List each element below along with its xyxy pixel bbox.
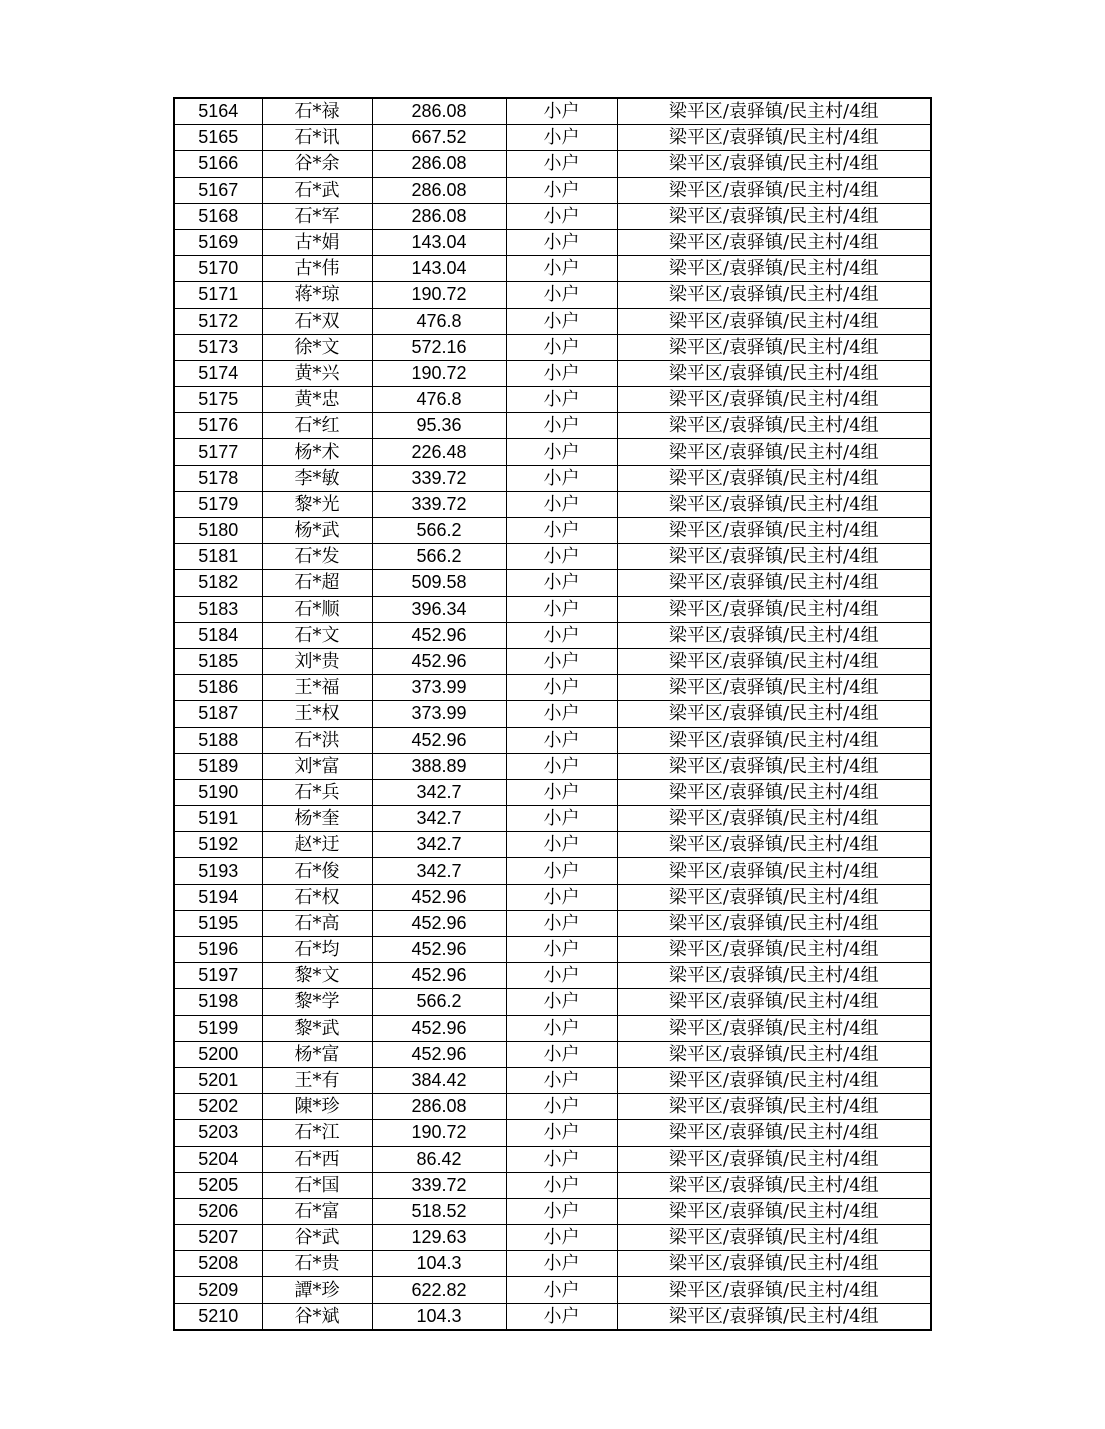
amount-cell: 342.7 xyxy=(372,806,506,832)
row-number-cell: 5196 xyxy=(174,937,262,963)
type-cell: 小户 xyxy=(506,544,617,570)
table-row xyxy=(174,858,931,884)
table-row xyxy=(174,779,931,805)
table-row xyxy=(174,1172,931,1198)
name-cell: 黄*兴 xyxy=(262,360,372,386)
name-cell: 石*发 xyxy=(262,544,372,570)
amount-cell: 286.08 xyxy=(372,177,506,203)
address-cell: 梁平区/袁驿镇/民主村/4组 xyxy=(617,334,931,360)
amount-cell: 226.48 xyxy=(372,439,506,465)
table-row xyxy=(174,701,931,727)
amount-cell: 452.96 xyxy=(372,963,506,989)
name-cell: 王*权 xyxy=(262,701,372,727)
row-number-cell: 5167 xyxy=(174,177,262,203)
amount-cell: 286.08 xyxy=(372,98,506,125)
address-cell: 梁平区/袁驿镇/民主村/4组 xyxy=(617,989,931,1015)
table-row xyxy=(174,989,931,1015)
name-cell: 石*国 xyxy=(262,1172,372,1198)
table-row xyxy=(174,518,931,544)
row-number-cell: 5189 xyxy=(174,753,262,779)
row-number-cell: 5166 xyxy=(174,151,262,177)
row-number-cell: 5192 xyxy=(174,832,262,858)
name-cell: 石*江 xyxy=(262,1120,372,1146)
amount-cell: 286.08 xyxy=(372,151,506,177)
type-cell: 小户 xyxy=(506,334,617,360)
type-cell: 小户 xyxy=(506,858,617,884)
amount-cell: 452.96 xyxy=(372,1041,506,1067)
amount-cell: 339.72 xyxy=(372,1172,506,1198)
table-row xyxy=(174,413,931,439)
name-cell: 赵*迂 xyxy=(262,832,372,858)
row-number-cell: 5207 xyxy=(174,1225,262,1251)
name-cell: 刘*富 xyxy=(262,753,372,779)
amount-cell: 566.2 xyxy=(372,518,506,544)
type-cell: 小户 xyxy=(506,177,617,203)
amount-cell: 452.96 xyxy=(372,727,506,753)
table-row xyxy=(174,675,931,701)
name-cell: 黎*学 xyxy=(262,989,372,1015)
table-row xyxy=(174,622,931,648)
table-row xyxy=(174,937,931,963)
table-row xyxy=(174,151,931,177)
row-number-cell: 5191 xyxy=(174,806,262,832)
amount-cell: 572.16 xyxy=(372,334,506,360)
type-cell: 小户 xyxy=(506,1277,617,1303)
name-cell: 石*武 xyxy=(262,177,372,203)
table-row xyxy=(174,1067,931,1093)
amount-cell: 622.82 xyxy=(372,1277,506,1303)
name-cell: 谷*武 xyxy=(262,1225,372,1251)
type-cell: 小户 xyxy=(506,1015,617,1041)
name-cell: 古*娟 xyxy=(262,229,372,255)
address-cell: 梁平区/袁驿镇/民主村/4组 xyxy=(617,1172,931,1198)
row-number-cell: 5186 xyxy=(174,675,262,701)
address-cell: 梁平区/袁驿镇/民主村/4组 xyxy=(617,1146,931,1172)
amount-cell: 190.72 xyxy=(372,1120,506,1146)
type-cell: 小户 xyxy=(506,413,617,439)
address-cell: 梁平区/袁驿镇/民主村/4组 xyxy=(617,387,931,413)
address-cell: 梁平区/袁驿镇/民主村/4组 xyxy=(617,727,931,753)
row-number-cell: 5193 xyxy=(174,858,262,884)
address-cell: 梁平区/袁驿镇/民主村/4组 xyxy=(617,1015,931,1041)
address-cell: 梁平区/袁驿镇/民主村/4组 xyxy=(617,1067,931,1093)
table-row xyxy=(174,1277,931,1303)
amount-cell: 373.99 xyxy=(372,675,506,701)
table-row xyxy=(174,1303,931,1330)
row-number-cell: 5174 xyxy=(174,360,262,386)
table-row xyxy=(174,596,931,622)
row-number-cell: 5202 xyxy=(174,1094,262,1120)
type-cell: 小户 xyxy=(506,360,617,386)
table-row xyxy=(174,387,931,413)
address-cell: 梁平区/袁驿镇/民主村/4组 xyxy=(617,282,931,308)
address-cell: 梁平区/袁驿镇/民主村/4组 xyxy=(617,229,931,255)
type-cell: 小户 xyxy=(506,832,617,858)
row-number-cell: 5176 xyxy=(174,413,262,439)
row-number-cell: 5209 xyxy=(174,1277,262,1303)
address-cell: 梁平区/袁驿镇/民主村/4组 xyxy=(617,570,931,596)
name-cell: 黎*光 xyxy=(262,491,372,517)
row-number-cell: 5206 xyxy=(174,1198,262,1224)
name-cell: 石*顺 xyxy=(262,596,372,622)
amount-cell: 476.8 xyxy=(372,387,506,413)
type-cell: 小户 xyxy=(506,125,617,151)
table-row xyxy=(174,753,931,779)
amount-cell: 373.99 xyxy=(372,701,506,727)
name-cell: 谷*余 xyxy=(262,151,372,177)
address-cell: 梁平区/袁驿镇/民主村/4组 xyxy=(617,98,931,125)
row-number-cell: 5200 xyxy=(174,1041,262,1067)
address-cell: 梁平区/袁驿镇/民主村/4组 xyxy=(617,439,931,465)
amount-cell: 339.72 xyxy=(372,491,506,517)
type-cell: 小户 xyxy=(506,1198,617,1224)
address-cell: 梁平区/袁驿镇/民主村/4组 xyxy=(617,648,931,674)
type-cell: 小户 xyxy=(506,1094,617,1120)
row-number-cell: 5171 xyxy=(174,282,262,308)
table-row xyxy=(174,648,931,674)
row-number-cell: 5170 xyxy=(174,256,262,282)
address-cell: 梁平区/袁驿镇/民主村/4组 xyxy=(617,465,931,491)
name-cell: 徐*文 xyxy=(262,334,372,360)
amount-cell: 190.72 xyxy=(372,282,506,308)
type-cell: 小户 xyxy=(506,727,617,753)
amount-cell: 452.96 xyxy=(372,937,506,963)
type-cell: 小户 xyxy=(506,779,617,805)
table-row xyxy=(174,1146,931,1172)
address-cell: 梁平区/袁驿镇/民主村/4组 xyxy=(617,622,931,648)
row-number-cell: 5201 xyxy=(174,1067,262,1093)
amount-cell: 104.3 xyxy=(372,1251,506,1277)
amount-cell: 518.52 xyxy=(372,1198,506,1224)
amount-cell: 129.63 xyxy=(372,1225,506,1251)
amount-cell: 667.52 xyxy=(372,125,506,151)
amount-cell: 452.96 xyxy=(372,648,506,674)
amount-cell: 452.96 xyxy=(372,1015,506,1041)
name-cell: 谷*斌 xyxy=(262,1303,372,1330)
name-cell: 石*西 xyxy=(262,1146,372,1172)
table-row xyxy=(174,203,931,229)
row-number-cell: 5187 xyxy=(174,701,262,727)
name-cell: 石*讯 xyxy=(262,125,372,151)
row-number-cell: 5197 xyxy=(174,963,262,989)
name-cell: 杨*术 xyxy=(262,439,372,465)
type-cell: 小户 xyxy=(506,753,617,779)
row-number-cell: 5172 xyxy=(174,308,262,334)
name-cell: 黄*忠 xyxy=(262,387,372,413)
amount-cell: 396.34 xyxy=(372,596,506,622)
amount-cell: 566.2 xyxy=(372,989,506,1015)
name-cell: 石*红 xyxy=(262,413,372,439)
address-cell: 梁平区/袁驿镇/民主村/4组 xyxy=(617,753,931,779)
table-row xyxy=(174,98,931,125)
type-cell: 小户 xyxy=(506,229,617,255)
table-row xyxy=(174,1251,931,1277)
type-cell: 小户 xyxy=(506,596,617,622)
row-number-cell: 5169 xyxy=(174,229,262,255)
address-cell: 梁平区/袁驿镇/民主村/4组 xyxy=(617,1225,931,1251)
row-number-cell: 5184 xyxy=(174,622,262,648)
address-cell: 梁平区/袁驿镇/民主村/4组 xyxy=(617,1094,931,1120)
row-number-cell: 5188 xyxy=(174,727,262,753)
name-cell: 杨*奎 xyxy=(262,806,372,832)
row-number-cell: 5183 xyxy=(174,596,262,622)
name-cell: 石*超 xyxy=(262,570,372,596)
table-row xyxy=(174,544,931,570)
type-cell: 小户 xyxy=(506,622,617,648)
name-cell: 石*禄 xyxy=(262,98,372,125)
row-number-cell: 5195 xyxy=(174,910,262,936)
address-cell: 梁平区/袁驿镇/民主村/4组 xyxy=(617,177,931,203)
type-cell: 小户 xyxy=(506,884,617,910)
address-cell: 梁平区/袁驿镇/民主村/4组 xyxy=(617,596,931,622)
table-row xyxy=(174,1015,931,1041)
row-number-cell: 5185 xyxy=(174,648,262,674)
address-cell: 梁平区/袁驿镇/民主村/4组 xyxy=(617,413,931,439)
address-cell: 梁平区/袁驿镇/民主村/4组 xyxy=(617,151,931,177)
name-cell: 王*福 xyxy=(262,675,372,701)
type-cell: 小户 xyxy=(506,282,617,308)
address-cell: 梁平区/袁驿镇/民主村/4组 xyxy=(617,806,931,832)
row-number-cell: 5204 xyxy=(174,1146,262,1172)
table-row xyxy=(174,229,931,255)
name-cell: 石*洪 xyxy=(262,727,372,753)
type-cell: 小户 xyxy=(506,963,617,989)
address-cell: 梁平区/袁驿镇/民主村/4组 xyxy=(617,963,931,989)
row-number-cell: 5182 xyxy=(174,570,262,596)
address-cell: 梁平区/袁驿镇/民主村/4组 xyxy=(617,937,931,963)
type-cell: 小户 xyxy=(506,465,617,491)
name-cell: 石*权 xyxy=(262,884,372,910)
type-cell: 小户 xyxy=(506,1225,617,1251)
row-number-cell: 5203 xyxy=(174,1120,262,1146)
address-cell: 梁平区/袁驿镇/民主村/4组 xyxy=(617,256,931,282)
amount-cell: 566.2 xyxy=(372,544,506,570)
address-cell: 梁平区/袁驿镇/民主村/4组 xyxy=(617,832,931,858)
table-row xyxy=(174,1041,931,1067)
type-cell: 小户 xyxy=(506,308,617,334)
address-cell: 梁平区/袁驿镇/民主村/4组 xyxy=(617,1251,931,1277)
row-number-cell: 5173 xyxy=(174,334,262,360)
type-cell: 小户 xyxy=(506,648,617,674)
name-cell: 陳*珍 xyxy=(262,1094,372,1120)
name-cell: 杨*富 xyxy=(262,1041,372,1067)
amount-cell: 95.36 xyxy=(372,413,506,439)
type-cell: 小户 xyxy=(506,151,617,177)
amount-cell: 476.8 xyxy=(372,308,506,334)
data-table xyxy=(173,97,932,1331)
table-row xyxy=(174,570,931,596)
address-cell: 梁平区/袁驿镇/民主村/4组 xyxy=(617,203,931,229)
address-cell: 梁平区/袁驿镇/民主村/4组 xyxy=(617,779,931,805)
name-cell: 石*贵 xyxy=(262,1251,372,1277)
amount-cell: 509.58 xyxy=(372,570,506,596)
row-number-cell: 5175 xyxy=(174,387,262,413)
address-cell: 梁平区/袁驿镇/民主村/4组 xyxy=(617,910,931,936)
name-cell: 石*均 xyxy=(262,937,372,963)
amount-cell: 452.96 xyxy=(372,910,506,936)
table-row xyxy=(174,832,931,858)
type-cell: 小户 xyxy=(506,1303,617,1330)
name-cell: 蒋*琼 xyxy=(262,282,372,308)
table-row xyxy=(174,884,931,910)
amount-cell: 286.08 xyxy=(372,1094,506,1120)
table-row xyxy=(174,963,931,989)
type-cell: 小户 xyxy=(506,1120,617,1146)
name-cell: 石*双 xyxy=(262,308,372,334)
type-cell: 小户 xyxy=(506,675,617,701)
table-row xyxy=(174,334,931,360)
row-number-cell: 5210 xyxy=(174,1303,262,1330)
table-row xyxy=(174,282,931,308)
type-cell: 小户 xyxy=(506,1067,617,1093)
name-cell: 李*敏 xyxy=(262,465,372,491)
name-cell: 石*俊 xyxy=(262,858,372,884)
row-number-cell: 5178 xyxy=(174,465,262,491)
type-cell: 小户 xyxy=(506,806,617,832)
table-row xyxy=(174,1198,931,1224)
address-cell: 梁平区/袁驿镇/民主村/4组 xyxy=(617,884,931,910)
name-cell: 黎*文 xyxy=(262,963,372,989)
amount-cell: 143.04 xyxy=(372,256,506,282)
row-number-cell: 5164 xyxy=(174,98,262,125)
type-cell: 小户 xyxy=(506,989,617,1015)
type-cell: 小户 xyxy=(506,1172,617,1198)
name-cell: 杨*武 xyxy=(262,518,372,544)
name-cell: 王*有 xyxy=(262,1067,372,1093)
table-row xyxy=(174,491,931,517)
address-cell: 梁平区/袁驿镇/民主村/4组 xyxy=(617,1198,931,1224)
type-cell: 小户 xyxy=(506,387,617,413)
address-cell: 梁平区/袁驿镇/民主村/4组 xyxy=(617,125,931,151)
amount-cell: 452.96 xyxy=(372,622,506,648)
name-cell: 古*伟 xyxy=(262,256,372,282)
amount-cell: 86.42 xyxy=(372,1146,506,1172)
type-cell: 小户 xyxy=(506,937,617,963)
table-row xyxy=(174,360,931,386)
name-cell: 石*军 xyxy=(262,203,372,229)
address-cell: 梁平区/袁驿镇/民主村/4组 xyxy=(617,1277,931,1303)
type-cell: 小户 xyxy=(506,1146,617,1172)
table-row xyxy=(174,125,931,151)
amount-cell: 342.7 xyxy=(372,832,506,858)
name-cell: 石*兵 xyxy=(262,779,372,805)
table-row xyxy=(174,465,931,491)
address-cell: 梁平区/袁驿镇/民主村/4组 xyxy=(617,308,931,334)
row-number-cell: 5180 xyxy=(174,518,262,544)
table-row xyxy=(174,727,931,753)
name-cell: 譚*珍 xyxy=(262,1277,372,1303)
table-row xyxy=(174,256,931,282)
type-cell: 小户 xyxy=(506,203,617,229)
amount-cell: 143.04 xyxy=(372,229,506,255)
row-number-cell: 5168 xyxy=(174,203,262,229)
address-cell: 梁平区/袁驿镇/民主村/4组 xyxy=(617,518,931,544)
address-cell: 梁平区/袁驿镇/民主村/4组 xyxy=(617,701,931,727)
address-cell: 梁平区/袁驿镇/民主村/4组 xyxy=(617,858,931,884)
amount-cell: 388.89 xyxy=(372,753,506,779)
address-cell: 梁平区/袁驿镇/民主村/4组 xyxy=(617,1120,931,1146)
type-cell: 小户 xyxy=(506,1251,617,1277)
row-number-cell: 5179 xyxy=(174,491,262,517)
name-cell: 石*文 xyxy=(262,622,372,648)
row-number-cell: 5194 xyxy=(174,884,262,910)
row-number-cell: 5165 xyxy=(174,125,262,151)
amount-cell: 339.72 xyxy=(372,465,506,491)
row-number-cell: 5181 xyxy=(174,544,262,570)
row-number-cell: 5199 xyxy=(174,1015,262,1041)
amount-cell: 342.7 xyxy=(372,858,506,884)
address-cell: 梁平区/袁驿镇/民主村/4组 xyxy=(617,544,931,570)
table-row xyxy=(174,1225,931,1251)
table-row xyxy=(174,1094,931,1120)
name-cell: 刘*贵 xyxy=(262,648,372,674)
type-cell: 小户 xyxy=(506,491,617,517)
name-cell: 石*富 xyxy=(262,1198,372,1224)
type-cell: 小户 xyxy=(506,518,617,544)
type-cell: 小户 xyxy=(506,439,617,465)
table-row xyxy=(174,806,931,832)
row-number-cell: 5205 xyxy=(174,1172,262,1198)
address-cell: 梁平区/袁驿镇/民主村/4组 xyxy=(617,1303,931,1330)
amount-cell: 342.7 xyxy=(372,779,506,805)
amount-cell: 452.96 xyxy=(372,884,506,910)
type-cell: 小户 xyxy=(506,1041,617,1067)
type-cell: 小户 xyxy=(506,570,617,596)
type-cell: 小户 xyxy=(506,701,617,727)
table-row xyxy=(174,910,931,936)
row-number-cell: 5208 xyxy=(174,1251,262,1277)
table-body xyxy=(174,98,931,1330)
address-cell: 梁平区/袁驿镇/民主村/4组 xyxy=(617,491,931,517)
type-cell: 小户 xyxy=(506,256,617,282)
type-cell: 小户 xyxy=(506,98,617,125)
address-cell: 梁平区/袁驿镇/民主村/4组 xyxy=(617,360,931,386)
amount-cell: 384.42 xyxy=(372,1067,506,1093)
table-row xyxy=(174,1120,931,1146)
table-row xyxy=(174,439,931,465)
amount-cell: 104.3 xyxy=(372,1303,506,1330)
address-cell: 梁平区/袁驿镇/民主村/4组 xyxy=(617,675,931,701)
amount-cell: 190.72 xyxy=(372,360,506,386)
name-cell: 黎*武 xyxy=(262,1015,372,1041)
type-cell: 小户 xyxy=(506,910,617,936)
table-row xyxy=(174,177,931,203)
address-cell: 梁平区/袁驿镇/民主村/4组 xyxy=(617,1041,931,1067)
table-row xyxy=(174,308,931,334)
amount-cell: 286.08 xyxy=(372,203,506,229)
row-number-cell: 5177 xyxy=(174,439,262,465)
row-number-cell: 5190 xyxy=(174,779,262,805)
row-number-cell: 5198 xyxy=(174,989,262,1015)
name-cell: 石*高 xyxy=(262,910,372,936)
